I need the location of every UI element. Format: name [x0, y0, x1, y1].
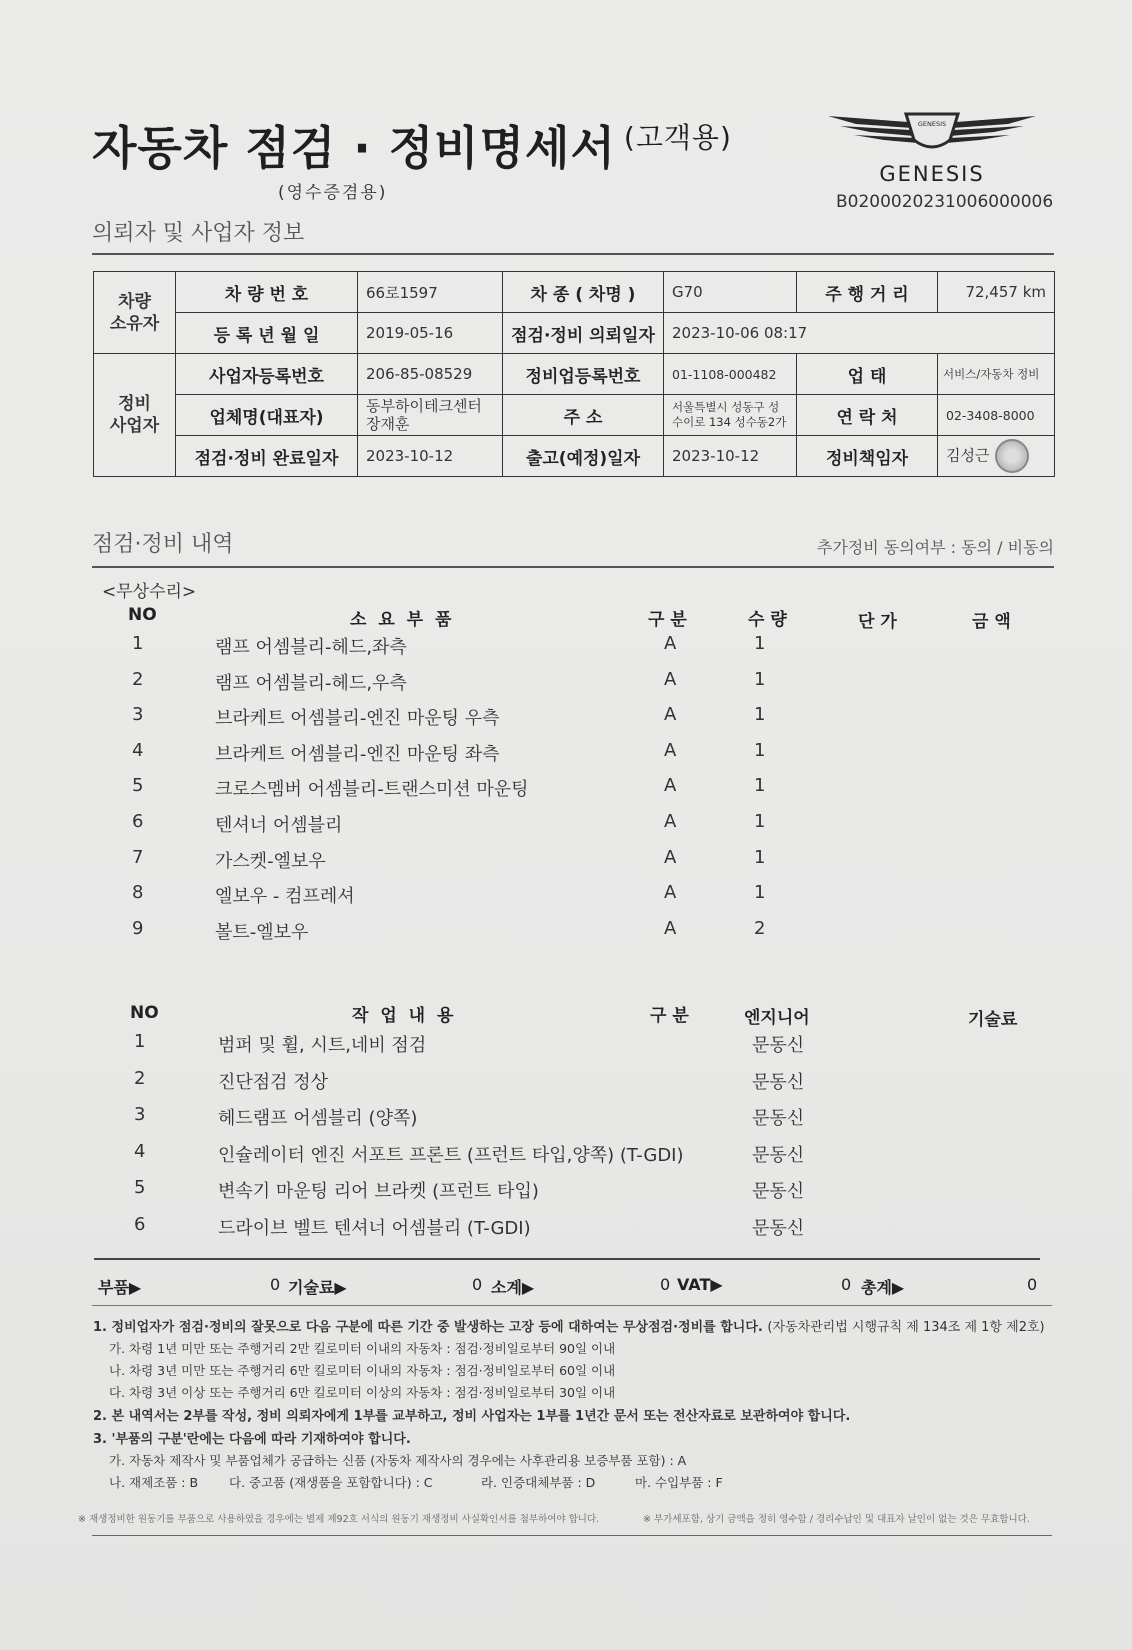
request-date-label: 점검·정비 의뢰일자 [503, 313, 664, 354]
work-no: 6 [134, 1213, 146, 1235]
mileage-label: 주 행 거 리 [797, 272, 938, 313]
summary-total-label: 총계▶ [861, 1278, 905, 1297]
brand-name: GENESIS [879, 162, 985, 186]
work-engineer: 문동신 [752, 1071, 805, 1093]
note-3a: 가. 자동차 제작사 및 부품업체가 공급하는 신품 (자동차 제작사의 경우에는 사후관리용 보증부품 포함) : A [109, 1453, 687, 1468]
document-title [92, 112, 732, 178]
plate-value: 66로1597 [358, 272, 503, 313]
work-name: 진단점검 정상 [218, 1071, 329, 1093]
seal-stamp-icon [995, 439, 1029, 473]
model-label: 차 종 ( 차명 ) [503, 272, 664, 313]
work-header-fee: 기술료 [968, 1010, 1018, 1030]
note-3: 3. '부품의 구분'란에는 다음에 따라 기재하여야 합니다. [93, 1432, 411, 1447]
manager-value: 김성근 [938, 436, 1055, 477]
part-qty: 1 [754, 668, 766, 690]
part-div: A [664, 739, 677, 761]
part-div: A [664, 811, 677, 832]
shopno-label: 정비업등록번호 [503, 354, 664, 395]
parts-header-amount: 금 액 [972, 612, 1011, 632]
work-name: 변속기 마운팅 리어 브라켓 (프런트 타입) [218, 1181, 539, 1202]
manager-label: 정비책임자 [797, 436, 938, 477]
note-3b2: 다. 중고품 (재생품을 포함합니다) : C [229, 1475, 433, 1490]
work-header-engineer: 엔지니어 [744, 1008, 810, 1028]
part-qty: 2 [754, 917, 766, 939]
company-value: 동부하이테크센터 장재훈 [358, 395, 503, 436]
note-2: 2. 본 내역서는 2부를 작성, 정비 의뢰자에게 1부를 교부하고, 정비 사업자는 1부를 1년간 문서 또는 전산자료로 보관하여야 합니다. [93, 1409, 851, 1424]
part-no: 9 [132, 917, 144, 939]
address-label: 주 소 [503, 395, 664, 436]
work-no: 5 [134, 1177, 146, 1198]
work-engineer: 문동신 [752, 1181, 805, 1202]
note-1c: 다. 차령 3년 이상 또는 주행거리 6만 킬로미터 이상의 자동차 : 점검·정비일로부터 30일 이내 [109, 1385, 616, 1400]
part-div: A [664, 846, 677, 868]
section-requester-title: 의뢰자 및 사업자 정보 [92, 221, 305, 246]
work-engineer: 문동신 [752, 1035, 805, 1056]
contact-value: 02-3408-8000 [938, 395, 1055, 436]
mileage-value: 72,457 km [938, 272, 1055, 313]
genesis-wings-icon [826, 108, 1038, 156]
request-date-value: 2023-10-06 08:17 [664, 313, 1055, 354]
part-div: A [664, 917, 677, 939]
part-no: 5 [132, 775, 144, 797]
work-no: 4 [134, 1140, 146, 1162]
summary-fee-label: 기술료▶ [288, 1278, 347, 1297]
part-name: 브라케트 어셈블리-엔진 마운팅 좌측 [215, 743, 500, 765]
parts-header-part: 소 요 부 품 [350, 610, 455, 630]
bizno-label: 사업자등록번호 [176, 354, 358, 395]
summary-fee-value: 0 [472, 1275, 483, 1294]
section-details-title: 점검·정비 내역 [92, 532, 234, 557]
note-3b3: 라. 인증대체부품 : D [481, 1475, 596, 1490]
part-name: 브라케트 어셈블리-엔진 마운팅 우측 [215, 708, 500, 730]
work-no: 1 [134, 1031, 146, 1052]
part-name: 크로스멤버 어셈블리-트랜스미션 마운팅 [215, 779, 529, 801]
title-main: 자동차 점검 · 정비명세서 [92, 121, 616, 175]
note-1b: 나. 차령 3년 미만 또는 주행거리 6만 킬로미터 이내의 자동차 : 점검·정비일로부터 60일 이내 [109, 1363, 616, 1378]
part-qty: 1 [754, 846, 766, 868]
part-name: 엘보우 - 컴프레셔 [215, 886, 355, 908]
part-no: 7 [132, 846, 144, 868]
work-no: 3 [134, 1104, 146, 1125]
summary-vat-label: VAT▶ [677, 1275, 723, 1294]
note-1a: 가. 차령 1년 미만 또는 주행거리 2만 킬로미터 이내의 자동차 : 점검·정비일로부터 90일 이내 [109, 1341, 616, 1356]
model-value: G70 [664, 272, 797, 313]
complete-date-value: 2023-10-12 [358, 436, 503, 477]
bizno-value: 206-85-08529 [358, 354, 503, 395]
complete-date-label: 점검·정비 완료일자 [176, 436, 358, 477]
note-3b1: 나. 재제조품 : B [109, 1475, 199, 1490]
biz-type-value: 서비스/자동차 정비 [938, 354, 1055, 395]
release-date-value: 2023-10-12 [664, 436, 797, 477]
contact-label: 연 락 처 [797, 395, 938, 436]
summary-top-rule [94, 1258, 1040, 1260]
reg-date-label: 등 록 년 월 일 [176, 313, 358, 354]
part-qty: 1 [754, 633, 766, 654]
part-name: 볼트-엘보우 [215, 921, 309, 943]
work-engineer: 문동신 [752, 1108, 805, 1129]
summary-bottom-rule [92, 1305, 1052, 1306]
footer-note-right: ※ 부가세포함, 상기 금액을 정히 영수함 / 경리수납인 및 대표자 날인이 없는 것은 무효합니다. [643, 1514, 1030, 1525]
work-name: 인슐레이터 엔진 서포트 프론트 (프런트 타입,양쪽) (T-GDI) [218, 1144, 684, 1166]
part-name: 램프 어셈블리-헤드,좌측 [215, 637, 407, 658]
note-3b4: 마. 수입부품 : F [635, 1475, 723, 1490]
summary-subtotal-label: 소계▶ [491, 1278, 535, 1297]
part-name: 가스켓-엘보우 [215, 850, 326, 872]
details-divider [92, 566, 1054, 568]
document-number: B0200020231006000006 [836, 192, 1054, 212]
part-no: 6 [132, 811, 144, 832]
parts-header-div: 구 분 [648, 610, 687, 630]
part-div: A [664, 633, 677, 654]
company-label: 업체명(대표자) [176, 395, 358, 436]
part-qty: 1 [754, 882, 766, 904]
summary-vat-value: 0 [841, 1275, 852, 1294]
summary-parts-label: 부품▶ [98, 1278, 142, 1297]
footer-note-left: ※ 재생정비한 원동기를 부품으로 사용하였을 경우에는 별제 제92호 서식의 원동기 재생정비 사실확인서를 첨부하여야 합니다. [78, 1514, 600, 1525]
biz-type-label: 업 태 [797, 354, 938, 395]
part-name: 램프 어셈블리-헤드,우측 [215, 672, 407, 694]
footer-rule [92, 1535, 1052, 1536]
address-value: 서울특별시 성동구 성수이로 134 성수동2가 [664, 395, 797, 436]
part-name: 텐셔너 어셈블리 [215, 815, 343, 836]
part-div: A [664, 882, 677, 904]
part-qty: 1 [754, 739, 766, 761]
work-header-work: 작 업 내 용 [352, 1006, 457, 1026]
part-div: A [664, 668, 677, 690]
note-1: 1. 정비업자가 점검·정비의 잘못으로 다음 구분에 따른 기간 중 발생하는 고장 등에 대하여는 무상점검·정비를 합니다. (자동차관리법 시행규칙 제 134조 제 1항 제2호) [93, 1320, 1045, 1335]
work-name: 헤드램프 어셈블리 (양쪽) [218, 1108, 418, 1129]
requester-info-table [93, 271, 1055, 477]
part-div: A [664, 775, 677, 797]
reg-date-value: 2019-05-16 [358, 313, 503, 354]
part-no: 4 [132, 739, 144, 761]
work-engineer: 문동신 [752, 1217, 805, 1239]
free-repair-label: <무상수리> [102, 582, 197, 602]
parts-header-unit: 단 가 [858, 612, 897, 632]
plate-label: 차 량 번 호 [176, 272, 358, 313]
genesis-logo [826, 108, 1038, 186]
summary-subtotal-value: 0 [660, 1275, 671, 1294]
parts-header-qty: 수 량 [748, 610, 787, 630]
work-name: 범퍼 및 휠, 시트,네비 점검 [218, 1035, 427, 1056]
shopno-value: 01-1108-000482 [664, 354, 797, 395]
part-div: A [664, 704, 677, 726]
release-date-label: 출고(예정)일자 [503, 436, 664, 477]
part-no: 8 [132, 882, 144, 904]
biz-group-label: 정비 사업자 [94, 354, 176, 477]
title-sub: (고객용) [623, 121, 732, 154]
consent-note: 추가정비 동의여부 : 동의 / 비동의 [816, 538, 1054, 557]
work-engineer: 문동신 [752, 1144, 805, 1166]
part-no: 3 [132, 704, 144, 726]
part-no: 1 [132, 633, 144, 654]
emblem-text: GENESIS [917, 120, 947, 128]
owner-group-label: 차량 소유자 [94, 272, 176, 354]
parts-header-no: NO [128, 605, 157, 625]
work-no: 2 [134, 1067, 146, 1089]
summary-parts-value: 0 [270, 1275, 281, 1294]
receipt-note: (영수증겸용) [278, 183, 388, 203]
summary-total-value: 0 [1027, 1275, 1038, 1294]
part-qty: 1 [754, 775, 766, 797]
work-header-div: 구 분 [650, 1006, 689, 1026]
work-name: 드라이브 벨트 텐셔너 어셈블리 (T-GDI) [218, 1217, 531, 1239]
work-header-no: NO [130, 1003, 159, 1023]
header-divider [92, 253, 1054, 255]
part-qty: 1 [754, 811, 766, 832]
part-qty: 1 [754, 704, 766, 726]
part-no: 2 [132, 668, 144, 690]
